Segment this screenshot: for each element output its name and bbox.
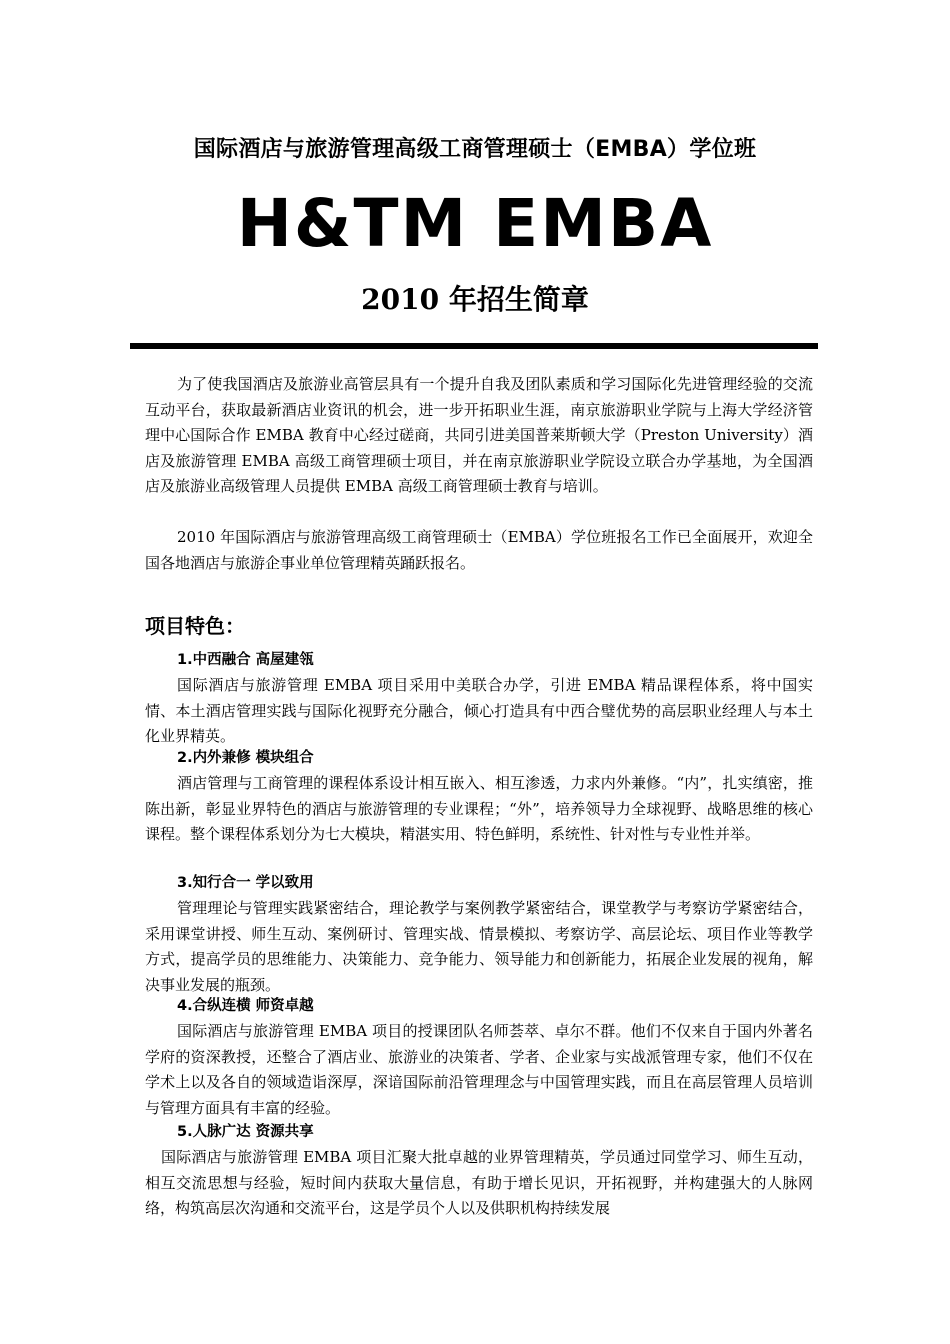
intro-paragraph-2: 2010 年国际酒店与旅游管理高级工商管理硕士（EMBA）学位班报名工作已全面展开，欢迎全国各地酒店与旅游企事业单位管理精英踊跃报名。 (145, 528, 813, 572)
feature-title-3: 3.知行合一 学以致用 (177, 875, 314, 891)
feature-title-1: 1.中西融合 高屋建瓴 (177, 652, 314, 668)
feature-title-4: 4.合纵连横 师资卓越 (177, 998, 314, 1014)
feature-text-2: 酒店管理与工商管理的课程体系设计相互嵌入、相互渗透，力求内外兼修。“内”，扎实缜密，推陈出新，彰显业界特色的酒店与旅游管理的专业课程；“外”，培养领导力全球视野、战略思维的核心课程。整个课程体系划分为七大模块，精湛实用、特色鲜明，系统性、针对性与专业性并举。 (145, 774, 813, 844)
header-divider (130, 343, 818, 349)
feature-title-2: 2.内外兼修 模块组合 (177, 750, 314, 766)
brochure-year-title: 2010 年招生简章 (361, 283, 589, 316)
intro-paragraph-1: 为了使我国酒店及旅游业高管层具有一个提升自我及团队素质和学习国际化先进管理经验的交流互动平台，获取最新酒店业资讯的机会，进一步开拓职业生涯，南京旅游职业学院与上海大学经济管理中心国际合作 EMBA 教育中心经过磋商，共同引进美国普莱斯顿大学（Preston University）酒店及旅游管理 EMBA 高级工商管理硕士项目，并在南京旅游职业学院设立联合办学基地，为全国酒店及旅游业高级管理人员提供 EMBA 高级工商管理硕士教育与培训。 (145, 375, 813, 496)
feature-title-5: 5.人脉广达 资源共享 (177, 1124, 314, 1140)
program-title-cn: 国际酒店与旅游管理高级工商管理硕士（EMBA）学位班 (193, 137, 757, 162)
feature-text-4: 国际酒店与旅游管理 EMBA 项目的授课团队名师荟萃、卓尔不群。他们不仅来自于国内外著名学府的资深教授，还整合了酒店业、旅游业的决策者、学者、企业家与实战派管理专家，他们不仅在学术上以及各自的领域造诣深厚，深谙国际前沿管理理念与中国管理实践，而且在高层管理人员培训与管理方面具有丰富的经验。 (145, 1022, 813, 1117)
features-heading: 项目特色： (145, 614, 245, 638)
feature-text-3: 管理理论与管理实践紧密结合，理论教学与案例教学紧密结合，课堂教学与考察访学紧密结合，采用课堂讲授、师生互动、案例研讨、管理实战、情景模拟、考察访学、高层论坛、项目作业等教学方式，提高学员的思维能力、决策能力、竞争能力、领导能力和创新能力，拓展企业发展的视角，解决事业发展的瓶颈。 (145, 899, 813, 994)
program-title-big: H&TM EMBA (236, 185, 714, 262)
feature-text-5: 国际酒店与旅游管理 EMBA 项目汇聚大批卓越的业界管理精英，学员通过同堂学习、师生互动，相互交流思想与经验，短时间内获取大量信息，有助于增长见识，开拓视野，并构建强大的人脉网络，构筑高层次沟通和交流平台，这是学员个人以及供职机构持续发展 (145, 1148, 813, 1218)
feature-text-1: 国际酒店与旅游管理 EMBA 项目采用中美联合办学，引进 EMBA 精品课程体系，将中国实情、本土酒店管理实践与国际化视野充分融合，倾心打造具有中西合璧优势的高层职业经理人与本土化业界精英。 (145, 676, 813, 746)
